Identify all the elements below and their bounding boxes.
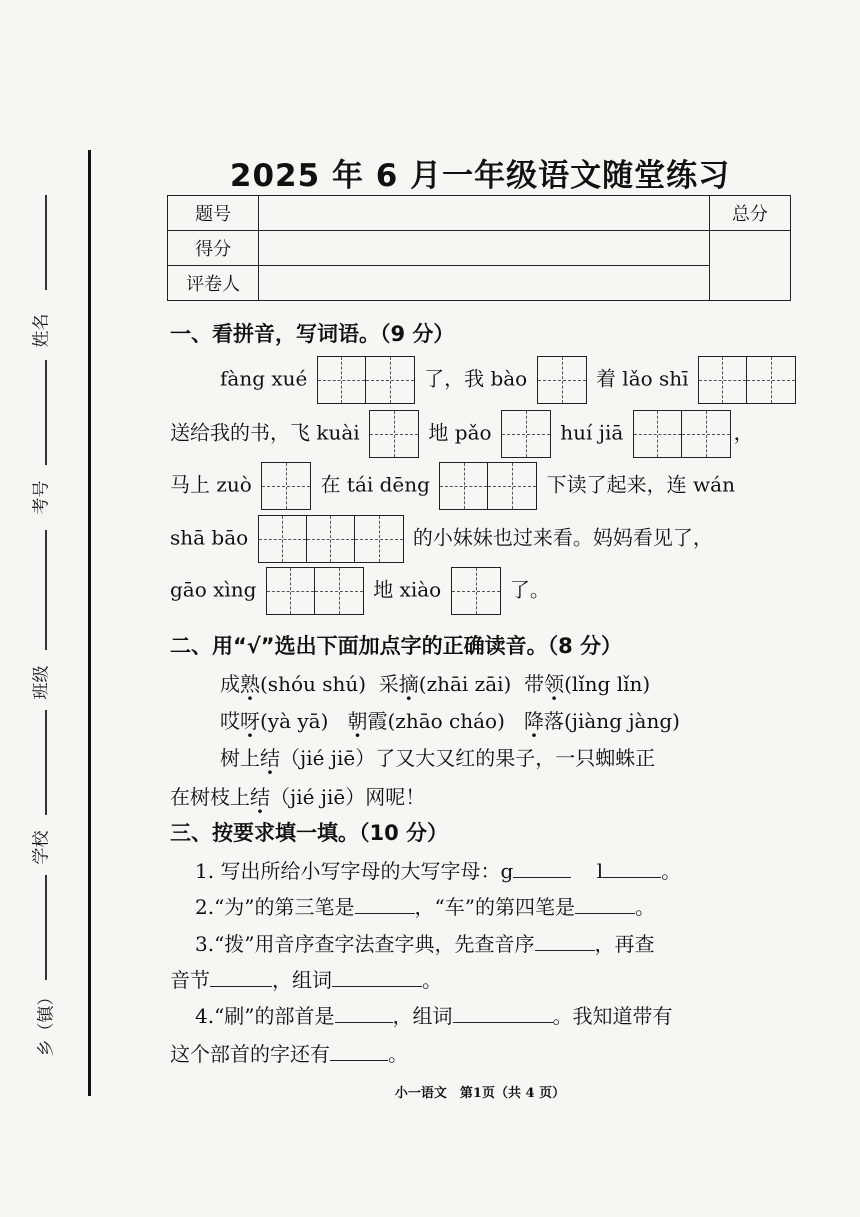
sec3-q1: [195, 855, 681, 884]
dotted-char-jie-1: 结: [260, 746, 280, 770]
grader-cell[interactable]: [259, 266, 709, 301]
page-footer: 小一语文 第1页（共 4 页）: [394, 1086, 566, 1101]
name-blank[interactable]: [45, 195, 47, 290]
char-dai: 带: [524, 672, 545, 696]
row-label-score: 得分: [168, 231, 259, 266]
dotted-char-shu: 熟: [240, 672, 260, 696]
total-label: 总分: [709, 196, 790, 231]
q4-text: 4.“刷”的部首是: [195, 1004, 335, 1028]
text-taideng: 在 tái dēng: [320, 472, 430, 497]
q4-blank-more[interactable]: [330, 1040, 388, 1061]
text-bao: 了，我 bào: [424, 366, 528, 391]
comma: ，: [733, 420, 754, 445]
dotted-char-ya: 呀: [240, 709, 260, 733]
sec2-row1: [220, 668, 650, 697]
options-ling: (lǐng lǐn): [564, 672, 651, 696]
side-label-class: 班级: [31, 665, 52, 700]
q3-blank-zuci[interactable]: [332, 966, 422, 987]
writing-box-xiao[interactable]: [451, 567, 501, 615]
writing-box-bao[interactable]: [537, 356, 587, 404]
dotted-char-jie-2: 结: [250, 785, 270, 809]
sec3-q4-cont: [170, 1038, 408, 1067]
pinyin-sha-bao: shā bāo: [170, 525, 249, 550]
dotted-char-zhao: 朝: [347, 709, 368, 733]
text-shushang: 树上: [220, 746, 260, 770]
q1-letter-l: l: [596, 859, 604, 883]
q3-blank-yinjie[interactable]: [210, 966, 272, 987]
char-ai: 哎: [220, 709, 240, 733]
options-jie-1[interactable]: （jié jiē）了又大又红的果子，一只蜘蛛正: [280, 746, 656, 770]
page-title: 2025 年 6 月一年级语文随堂练习: [229, 158, 731, 194]
q4-blank-bushou[interactable]: [335, 1002, 393, 1023]
class-blank[interactable]: [45, 710, 47, 815]
q2-period: 。: [634, 895, 655, 919]
sec1-line2: [170, 410, 754, 458]
score-cell[interactable]: [259, 231, 709, 266]
options-shu: (shóu shú): [260, 672, 367, 696]
q1-text: 1. 写出所给小写字母的大写字母：g: [195, 859, 514, 883]
q1-blank-l[interactable]: [603, 857, 661, 878]
writing-box-taideng[interactable]: [439, 462, 537, 510]
dotted-char-jiang: 降: [523, 709, 544, 733]
side-label-exam-no: 考号: [31, 480, 52, 515]
q1-period: 。: [661, 859, 682, 883]
section1-heading: 一、看拼音，写词语。（9 分）: [170, 322, 455, 346]
q4-blank-zuci[interactable]: [453, 1002, 553, 1023]
options-zhao: 霞(zhāo cháo): [367, 709, 505, 733]
text-le: 了。: [509, 577, 550, 602]
writing-box-fangxue[interactable]: [317, 356, 415, 404]
pinyin-fang-xue: fàng xué: [220, 366, 308, 391]
text-zuo: 马上 zuò: [170, 472, 252, 497]
sec1-line5: [170, 567, 550, 615]
text-little-sister: 的小妹妹也过来看。妈妈看见了，: [412, 525, 713, 550]
q4-text-zuci: ，组词: [392, 1004, 453, 1028]
text-shuzhi: 在树枝上: [170, 785, 250, 809]
score-table: [167, 195, 791, 301]
pinyin-hui-jia: huí jiā: [560, 420, 624, 445]
word-aiya[interactable]: [220, 709, 328, 733]
word-dailing[interactable]: [524, 672, 650, 696]
options-zhai: (zhāi zāi): [418, 672, 512, 696]
exam-no-blank[interactable]: [45, 530, 47, 650]
q4-text-zhidao: 。我知道带有: [552, 1004, 673, 1028]
side-label-town: 乡（镇）: [36, 988, 57, 1057]
question-no-cell: [259, 196, 709, 231]
sec1-line4: [170, 515, 713, 563]
writing-box-huijia[interactable]: [633, 410, 731, 458]
row-label-grader: 评卷人: [168, 266, 259, 301]
sec2-row2: [220, 705, 680, 734]
writing-box-wanshabao[interactable]: [258, 515, 404, 563]
char-cai: 采: [378, 672, 399, 696]
pinyin-gao-xing: gāo xìng: [170, 577, 257, 602]
q2-blank-wei[interactable]: [355, 893, 415, 914]
text-wan: 下读了起来，连 wán: [546, 472, 735, 497]
binding-line: [88, 150, 91, 1096]
sec3-q3-cont: [170, 964, 442, 993]
dotted-char-zhai: 摘: [398, 672, 419, 696]
sec3-q2: [195, 891, 655, 920]
school-blank[interactable]: [45, 875, 47, 980]
side-label-school: 学校: [31, 830, 52, 865]
sec3-q4: [195, 1000, 673, 1029]
char-cheng: 成: [220, 672, 240, 696]
sec1-line1: [220, 356, 799, 404]
word-caizhai[interactable]: [379, 672, 512, 696]
q2-text-che: ，“车”的第四笔是: [414, 895, 575, 919]
q1-blank-g[interactable]: [513, 857, 571, 878]
text-pao: 地 pǎo: [428, 420, 492, 445]
sec2-sentence2: [170, 781, 425, 810]
writing-box-kuai[interactable]: [369, 410, 419, 458]
writing-box-laoshi[interactable]: [698, 356, 796, 404]
q4-period: 。: [388, 1042, 408, 1066]
writing-box-zuo[interactable]: [261, 462, 311, 510]
word-zhaoxia[interactable]: [348, 709, 505, 733]
dotted-char-ling: 领: [544, 672, 565, 696]
text-xiao: 地 xiào: [373, 577, 442, 602]
options-jiang: 落(jiàng jàng): [543, 709, 680, 733]
writing-box-pao[interactable]: [501, 410, 551, 458]
q3-text: 3.“拨”用音序查字法查字典，先查音序: [195, 932, 535, 956]
q3-blank-yinxu[interactable]: [535, 930, 595, 951]
text-kuai: 送给我的书，飞 kuài: [170, 420, 360, 445]
section2-heading: 二、用“√”选出下面加点字的正确读音。（8 分）: [170, 634, 623, 658]
options-ya: (yà yā): [260, 709, 329, 733]
options-jie-2[interactable]: （jié jiē）网呢！: [270, 785, 426, 809]
q4-text-haiyou: 这个部首的字还有: [170, 1042, 330, 1066]
q2-blank-che[interactable]: [575, 893, 635, 914]
word-chengshu[interactable]: [220, 672, 366, 696]
q3-text-zuci: ，组词: [272, 968, 332, 992]
name-blank-lower[interactable]: [45, 360, 47, 465]
text-laoshi: 着 lǎo shī: [595, 366, 689, 391]
sec2-sentence1: [220, 742, 655, 771]
word-jiangluo[interactable]: [524, 709, 680, 733]
sec1-line3: [170, 462, 735, 510]
row-label-question-no: 题号: [168, 196, 259, 231]
q3-period: 。: [422, 968, 442, 992]
total-score-cell[interactable]: [709, 231, 790, 301]
writing-box-gaoxing[interactable]: [266, 567, 364, 615]
q3-text-zaicha: ，再查: [594, 932, 655, 956]
side-label-name: 姓名: [31, 313, 52, 348]
sec3-q3: [195, 928, 655, 957]
q2-text: 2.“为”的第三笔是: [195, 895, 355, 919]
section3-heading: 三、按要求填一填。（10 分）: [170, 821, 449, 845]
q3-text-yinjie: 音节: [170, 968, 210, 992]
